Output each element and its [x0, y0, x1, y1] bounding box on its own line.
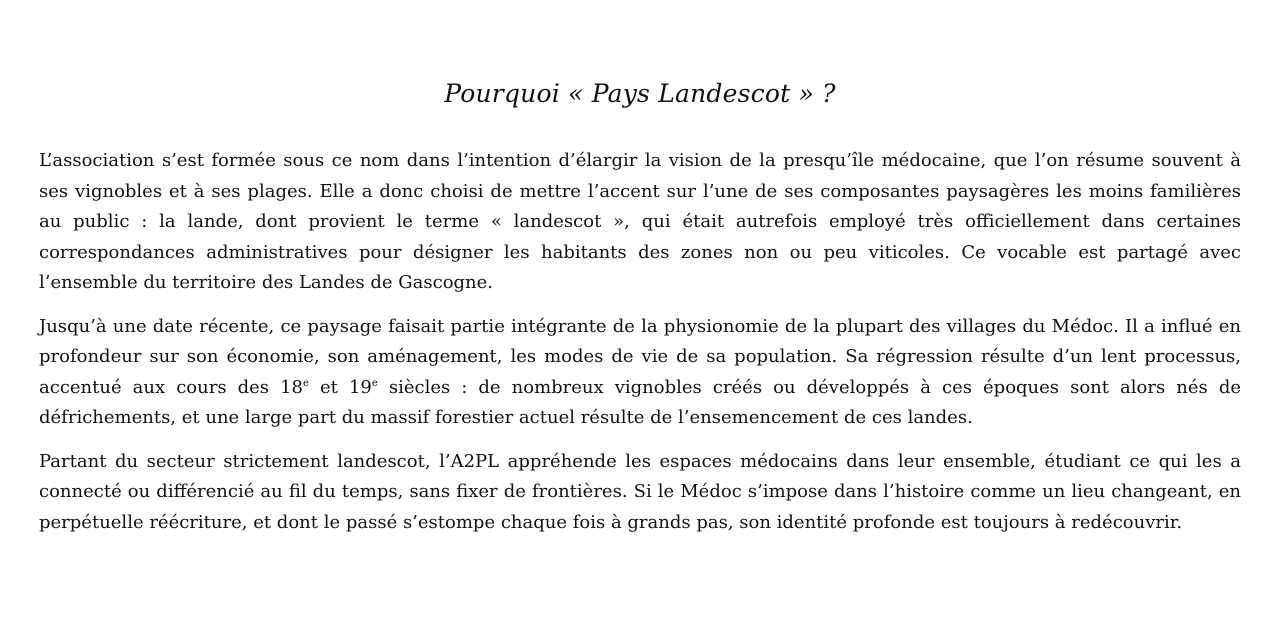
paragraph-3: Partant du secteur strictement landescot, l’A2PL appréhende les espaces médocains dans leur ensemble, étudiant ce qui les a connecté ou différencié au fil du temps, sans fixer de frontières. Si le Médoc s’impose dans l’histoire comme un lieu changeant, en perpétuelle réécriture, et dont le passé s’estompe chaque fois à grands pas, son identité profonde est toujours à redécouvrir. [39, 450, 1241, 533]
page-title: Pourquoi « Pays Landescot » ? [444, 79, 836, 108]
paragraph-1: L’association s’est formée sous ce nom dans l’intention d’élargir la vision de la presqu’île médocaine, que l’on résume souvent à ses vignobles et à ses plages. Elle a donc choisi de mettre l’accent sur l’une de ses composantes paysagères les moins familières au public : la lande, dont provient le terme « landescot », qui était autrefois employé très officiellement dans certaines correspondances administratives pour désigner les habitants des zones non ou peu viticoles. Ce vocable est partagé avec l’ensemble du territoire des Landes de Gascogne. [39, 150, 1241, 293]
document-body [39, 146, 1241, 551]
paragraph-2-text-start: Jusqu’à une date récente, ce paysage faisait partie intégrante de la physionomie de la plupart des villages du Médoc. Il a influé en profondeur sur son économie, son aménagement, les modes de vie de sa population. Sa régression résulte d’un lent processus, accentué aux cours des 18 [39, 315, 1241, 398]
paragraph-2 [39, 312, 1241, 434]
superscript-century-18: e [303, 377, 309, 389]
paragraph-2-text-end: siècles : de nombreux vignobles créés ou développés à ces époques sont alors nés de défrichements, et une large part du massif forestier actuel résulte de l’ensemencement de ces landes. [39, 376, 1242, 428]
paragraph-2-text-middle: et 19 [308, 376, 372, 398]
superscript-century-19: e [371, 377, 378, 389]
